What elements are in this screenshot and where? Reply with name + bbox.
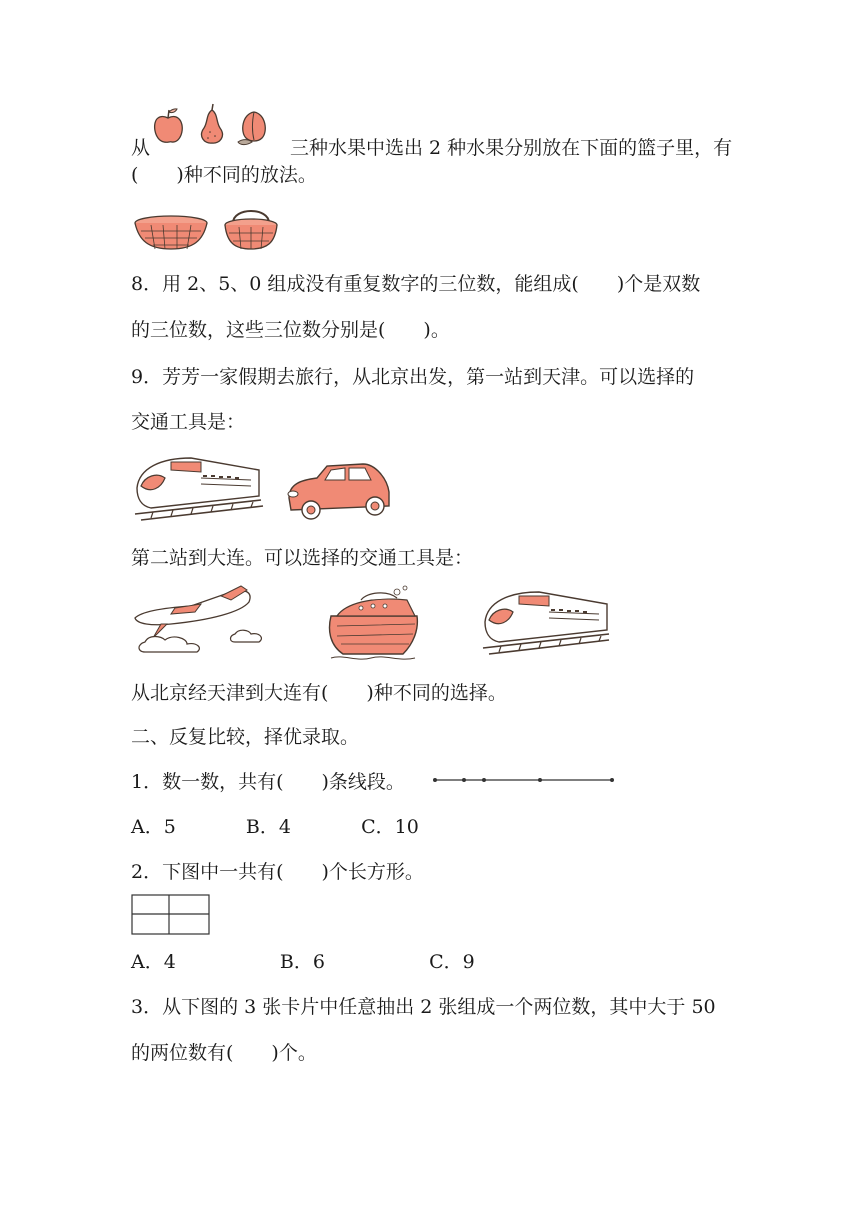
option-c[interactable]: C．10 [361, 816, 419, 838]
s2-q3-line1: 3．从下图的 3 张卡片中任意抽出 2 张组成一个两位数，其中大于 50 [131, 996, 716, 1018]
ship-icon [330, 586, 418, 659]
second-leg-transport [131, 582, 611, 664]
q8-line1: 8．用 2、5、0 组成没有重复数字的三位数，能组成( )个是双数 [131, 273, 701, 295]
option-a[interactable]: A．4 [131, 951, 176, 973]
s2-q1-options [131, 813, 419, 841]
s2-q2-text: 2．下图中一共有( )个长方形。 [131, 861, 424, 883]
q9-line1: 9．芳芳一家假期去旅行，从北京出发，第一站到天津。可以选择的 [131, 366, 695, 388]
airplane-icon [135, 586, 261, 652]
basket-illustrations [133, 205, 293, 253]
car-icon [288, 464, 389, 519]
q7-line2: ( )种不同的放法。 [131, 164, 317, 186]
option-c[interactable]: C．9 [429, 951, 475, 973]
basket-icon [135, 216, 207, 249]
basket-icon [225, 211, 277, 249]
pear-icon [202, 104, 223, 143]
segment-line-figure [432, 774, 616, 786]
q9-line3: 第二站到大连。可以选择的交通工具是： [131, 547, 474, 569]
train-icon [483, 592, 609, 654]
option-b[interactable]: B．4 [245, 816, 291, 838]
apple-icon [155, 109, 183, 142]
q7-lead: 从 [131, 137, 151, 159]
q9-line4: 从北京经天津到大连有( )种不同的选择。 [131, 682, 507, 704]
q9-line2: 交通工具是： [131, 411, 246, 433]
first-leg-transport [131, 448, 401, 528]
s2-q1-text: 1．数一数，共有( )条线段。 [131, 771, 405, 793]
train-icon [135, 458, 263, 520]
section2-title: 二、反复比较，择优录取。 [131, 726, 360, 748]
rectangle-grid-figure [131, 894, 211, 936]
peach-icon [238, 112, 265, 145]
fruit-illustrations [150, 102, 278, 146]
s2-q3-line2: 的两位数有( )个。 [131, 1042, 317, 1064]
q8-line2: 的三位数，这些三位数分别是( )。 [131, 319, 450, 341]
option-b[interactable]: B．6 [279, 951, 325, 973]
q7-rest: 三种水果中选出 2 种水果分别放在下面的篮子里，有 [290, 137, 733, 159]
option-a[interactable]: A．5 [131, 816, 176, 838]
s2-q2-options [131, 948, 475, 976]
